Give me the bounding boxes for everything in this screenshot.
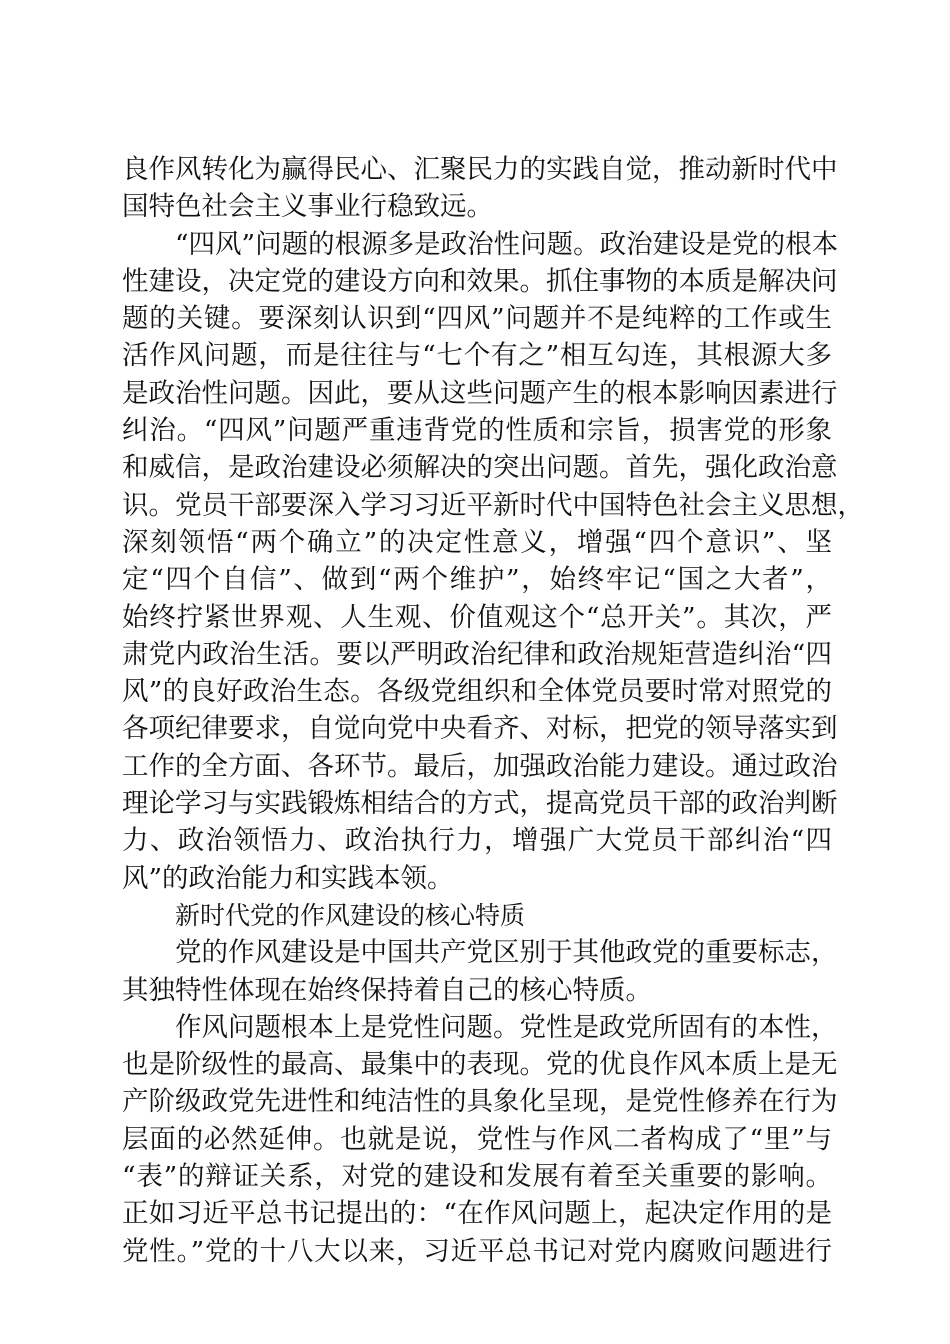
document-body (122, 151, 864, 1270)
text-line: 作风问题根本上是党性问题。党性是政党所固有的本性， (175, 1011, 838, 1043)
paragraph-3 (122, 934, 838, 1009)
text-line: 理论学习与实践锻炼相结合的方式，提高党员干部的政治判断 (122, 788, 838, 820)
text-line: 深刻领悟“两个确立”的决定性意义，增强“四个意识”、坚 (122, 526, 832, 558)
text-line: 产阶级政党先进性和纯洁性的具象化呈现，是党性修养在行为 (122, 1086, 838, 1118)
text-line: 也是阶级性的最高、最集中的表现。党的优良作风本质上是无 (122, 1049, 838, 1081)
paragraph-1 (122, 151, 838, 226)
text-line: 定“四个自信”、做到“两个维护”，始终牢记“国之大者”， (122, 564, 832, 596)
text-line: 风”的政治能力和实践本领。 (122, 862, 454, 894)
text-line: 工作的全方面、各环节。最后，加强政治能力建设。通过政治 (122, 750, 838, 782)
text-line: 纠治。“四风”问题严重违背党的性质和宗旨，损害党的形象 (122, 415, 832, 447)
paragraph-2 (122, 226, 864, 897)
paragraph-4 (122, 1009, 838, 1270)
text-line: 其独特性体现在始终保持着自己的核心特质。 (122, 974, 652, 1006)
text-line: “表”的辩证关系，对党的建设和发展有着至关重要的影响。 (122, 1161, 832, 1193)
text-line: 党性。”党的十八大以来，习近平总书记对党内腐败问题进行 (122, 1235, 832, 1267)
text-line: 性建设，决定党的建设方向和效果。抓住事物的本质是解决问 (122, 265, 838, 297)
text-line: 和威信，是政治建设必须解决的突出问题。首先，强化政治意 (122, 452, 838, 484)
text-line: 是政治性问题。因此，要从这些问题产生的根本影响因素进行 (122, 377, 838, 409)
text-line: 活作风问题，而是往往与“七个有之”相互勾连，其根源大多 (122, 340, 832, 372)
text-line: 良作风转化为赢得民心、汇聚民力的实践自觉，推动新时代中 (122, 154, 838, 185)
text-line: 风”的良好政治生态。各级党组织和全体党员要时常对照党的 (122, 676, 832, 708)
text-line: 各项纪律要求，自觉向党中央看齐、对标，把党的领导落实到 (122, 713, 838, 745)
text-line: 始终拧紧世界观、人生观、价值观这个“总开关”。其次，严 (122, 601, 832, 633)
text-line: 国特色社会主义事业行稳致远。 (122, 191, 493, 223)
text-line: “四风”问题的根源多是政治性问题。政治建设是党的根本 (175, 228, 839, 260)
text-line: 肃党内政治生活。要以严明政治纪律和政治规矩营造纠治“四 (122, 638, 832, 670)
text-line: 题的关键。要深刻认识到“四风”问题并不是纯粹的工作或生 (122, 303, 832, 335)
text-line: 识。党员干部要深入学习习近平新时代中国特色社会主义思想， (122, 489, 864, 521)
text-line: 力、政治领悟力、政治执行力，增强广大党员干部纠治“四 (122, 825, 832, 857)
section-heading: 新时代党的作风建设的核心特质 (175, 900, 526, 930)
text-line: 正如习近平总书记提出的：“在作风问题上，起决定作用的是 (122, 1198, 832, 1230)
text-line: 层面的必然延伸。也就是说，党性与作风二者构成了“里”与 (122, 1123, 832, 1155)
text-line: 党的作风建设是中国共产党区别于其他政党的重要标志， (175, 937, 838, 969)
